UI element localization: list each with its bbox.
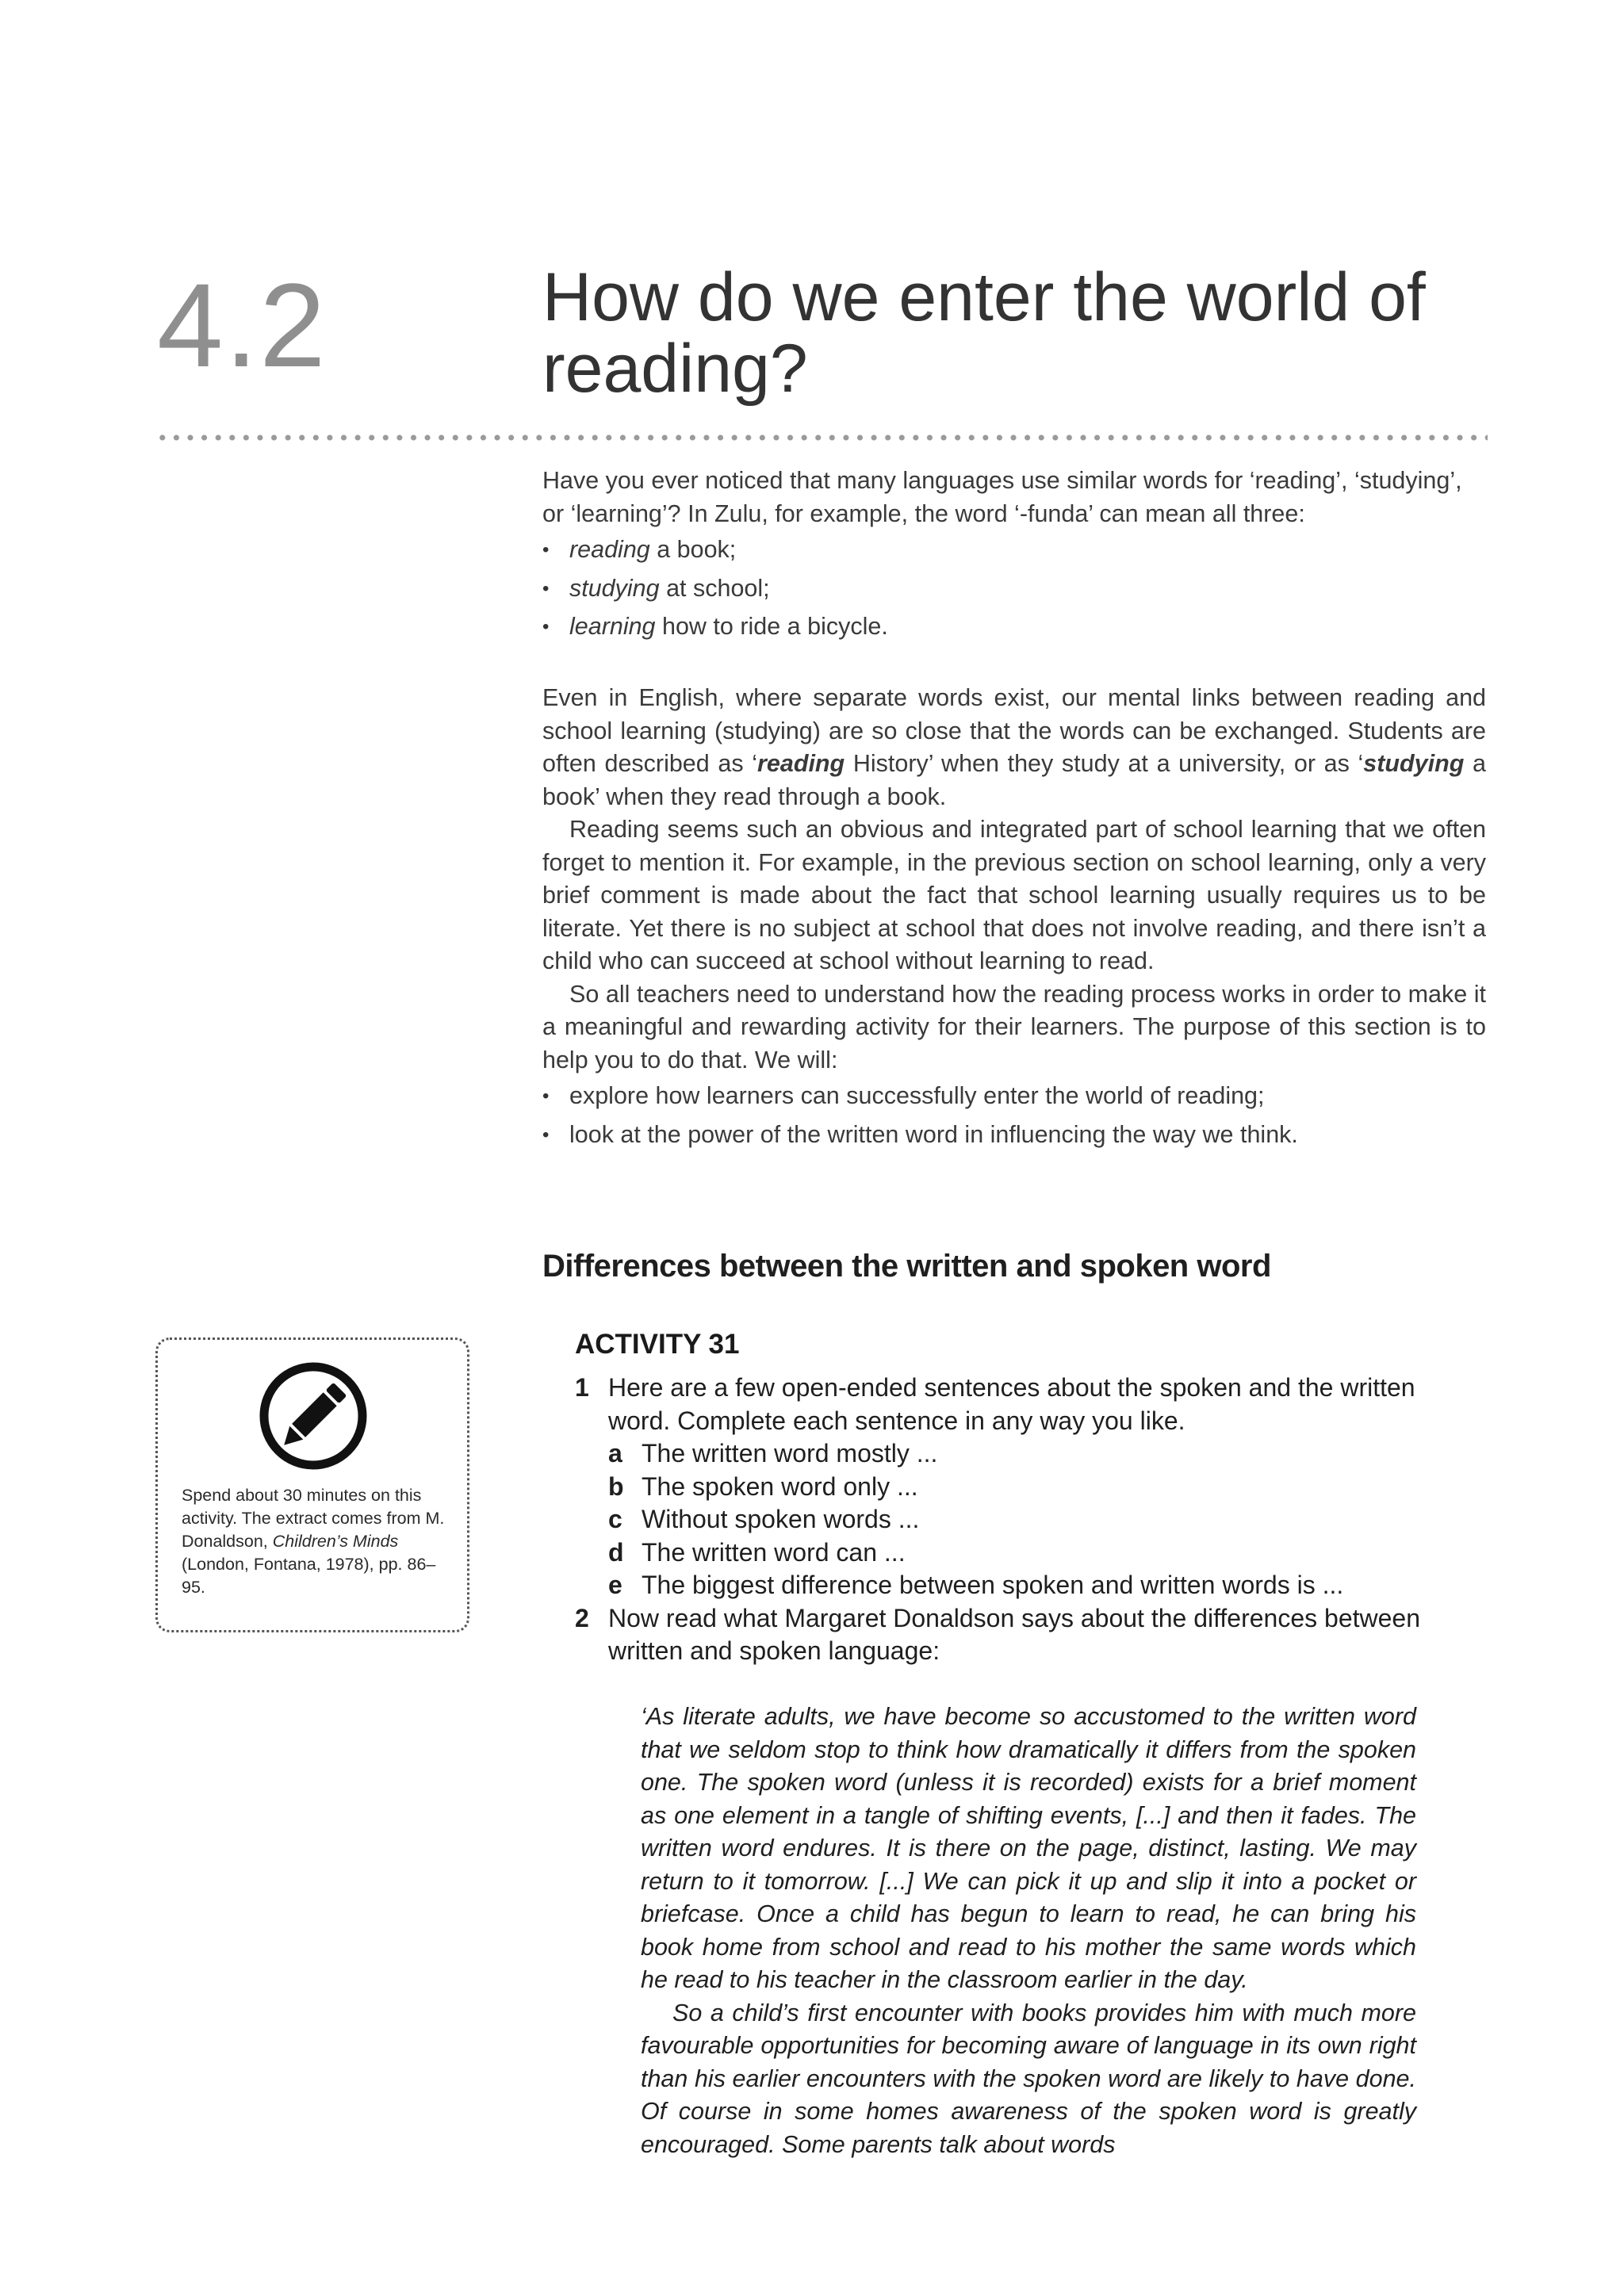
question-number: 1 (575, 1373, 589, 1402)
body-paragraph-2 (542, 682, 1486, 813)
body-paragraph-4: So all teachers need to understand how the reading process works in order to make it a meaningful and rewarding activity for their learners. The purpose of this section is to help you to do that. We will: (542, 980, 1486, 1073)
text-run: a book’ when they read through a book. (542, 750, 1486, 810)
list-item (542, 572, 1486, 606)
dotted-divider (155, 434, 1488, 441)
item-text: The written word can ... (642, 1537, 906, 1567)
subheading: Differences between the written and spoken word (542, 1249, 1271, 1284)
section-title (542, 259, 1573, 407)
aims-bullets (542, 1080, 1486, 1151)
list-item (608, 1503, 1471, 1536)
title-line-1: How do we enter the world of (542, 259, 1426, 335)
sidebox-text (182, 1484, 455, 1599)
question-2 (575, 1602, 1471, 1668)
intro-paragraph-1: Have you ever noticed that many languages use similar words for ‘reading’, ‘studying’, or ‘learning’? In Zulu, for example, the word ‘-funda’ can mean all three: (542, 467, 1462, 527)
question-number: 2 (575, 1603, 589, 1632)
item-text: The written word mostly ... (642, 1439, 938, 1468)
list-item (608, 1536, 1471, 1570)
list-item (542, 534, 1486, 567)
item-letter: e (608, 1571, 622, 1599)
text-emphasis: studying (1363, 750, 1465, 777)
item-text: Without spoken words ... (642, 1505, 920, 1533)
item-letter: b (608, 1471, 624, 1501)
text-run: History’ when they study at a university, or as ‘ (845, 750, 1364, 777)
item-letter: d (608, 1537, 624, 1567)
question-text: Now read what Margaret Donaldson says about the differences between written and spoken language: (608, 1603, 1421, 1665)
text-run: Spend about 30 minutes on this activity. The extract comes from M. Donaldson, (182, 1486, 445, 1551)
text-emphasis: reading (757, 750, 845, 777)
bullet-rest: at school; (659, 574, 770, 602)
pencil-icon (258, 1360, 369, 1471)
item-text: The spoken word only ... (642, 1471, 918, 1501)
title-line-2: reading? (542, 331, 808, 407)
bullet-em: learning (569, 613, 656, 640)
activity-sidebox (155, 1337, 469, 1632)
list-item (608, 1437, 1471, 1471)
list-item (608, 1471, 1471, 1504)
body-paragraph-3: Reading seems such an obvious and integrated part of school learning that we often forget to mention it. For example, in the previous section on school learning, only a very brief comment is made about the fact that school learning usually requires us to be literate. Yet there is no subject at school that does not involve reading, and there isn’t a child who can succeed at school without learning to read. (542, 816, 1486, 974)
bullet-em: studying (569, 574, 660, 602)
quote-paragraph-1: ‘As literate adults, we have become so accustomed to the written word that we seldom stop to think how dramatically it differs from the spoken one. The spoken word (unless it is recorded) exists for a brief moment as one element in a tangle of shifting events, [...] and then it fades. The written word endures. It is there on the page, distinct, lasting. We may return to it tomorrow. [...] We can pick it up and slip it into a pocket or briefcase. Once a child has begun to learn to read, he can bring his book home from school and read to his mother the same words which he read to his teacher in the classroom earlier in the day. (641, 1703, 1416, 1993)
quote-block (641, 1701, 1416, 2161)
list-item: • look at the power of the written word in influencing the way we think. (542, 1119, 1486, 1152)
item-letter: c (608, 1505, 622, 1533)
list-item: • explore how learners can successfully enter the world of reading; (542, 1080, 1486, 1113)
list-item (542, 610, 1486, 644)
activity-title: ACTIVITY 31 (575, 1329, 740, 1360)
activity-body (575, 1372, 1471, 1668)
item-text: The biggest difference between spoken and written words is ... (642, 1571, 1344, 1599)
bullet-rest: a book; (649, 536, 737, 563)
item-letter: a (608, 1439, 622, 1468)
list-item (608, 1569, 1471, 1602)
question-1 (575, 1372, 1471, 1602)
intro-block (542, 465, 1486, 649)
text-run: Even in English, where separate words exist, our mental links between reading and school learning (studying) are so close that the words can be exchanged. Students are often described as ‘ (542, 684, 1486, 777)
section-number: 4.2 (157, 258, 327, 392)
book-title: Children’s Minds (272, 1532, 399, 1551)
question-text: Here are a few open-ended sentences about the spoken and the written word. Complete each sentence in any way you like. (608, 1373, 1415, 1435)
body-block (542, 682, 1486, 1157)
text-run: (London, Fontana, 1978), pp. 86–95. (182, 1555, 436, 1597)
intro-bullets (542, 534, 1486, 644)
bullet-rest: how to ride a bicycle. (655, 613, 888, 640)
bullet-em: reading (569, 536, 650, 563)
quote-paragraph-2: So a child’s first encounter with books provides him with much more favourable opportunities for becoming aware of language in its own right than his earlier encounters with the spoken word are likely to have done. Of course in some homes awareness of the spoken word is greatly encouraged. Some parents talk about words (641, 1999, 1416, 2158)
